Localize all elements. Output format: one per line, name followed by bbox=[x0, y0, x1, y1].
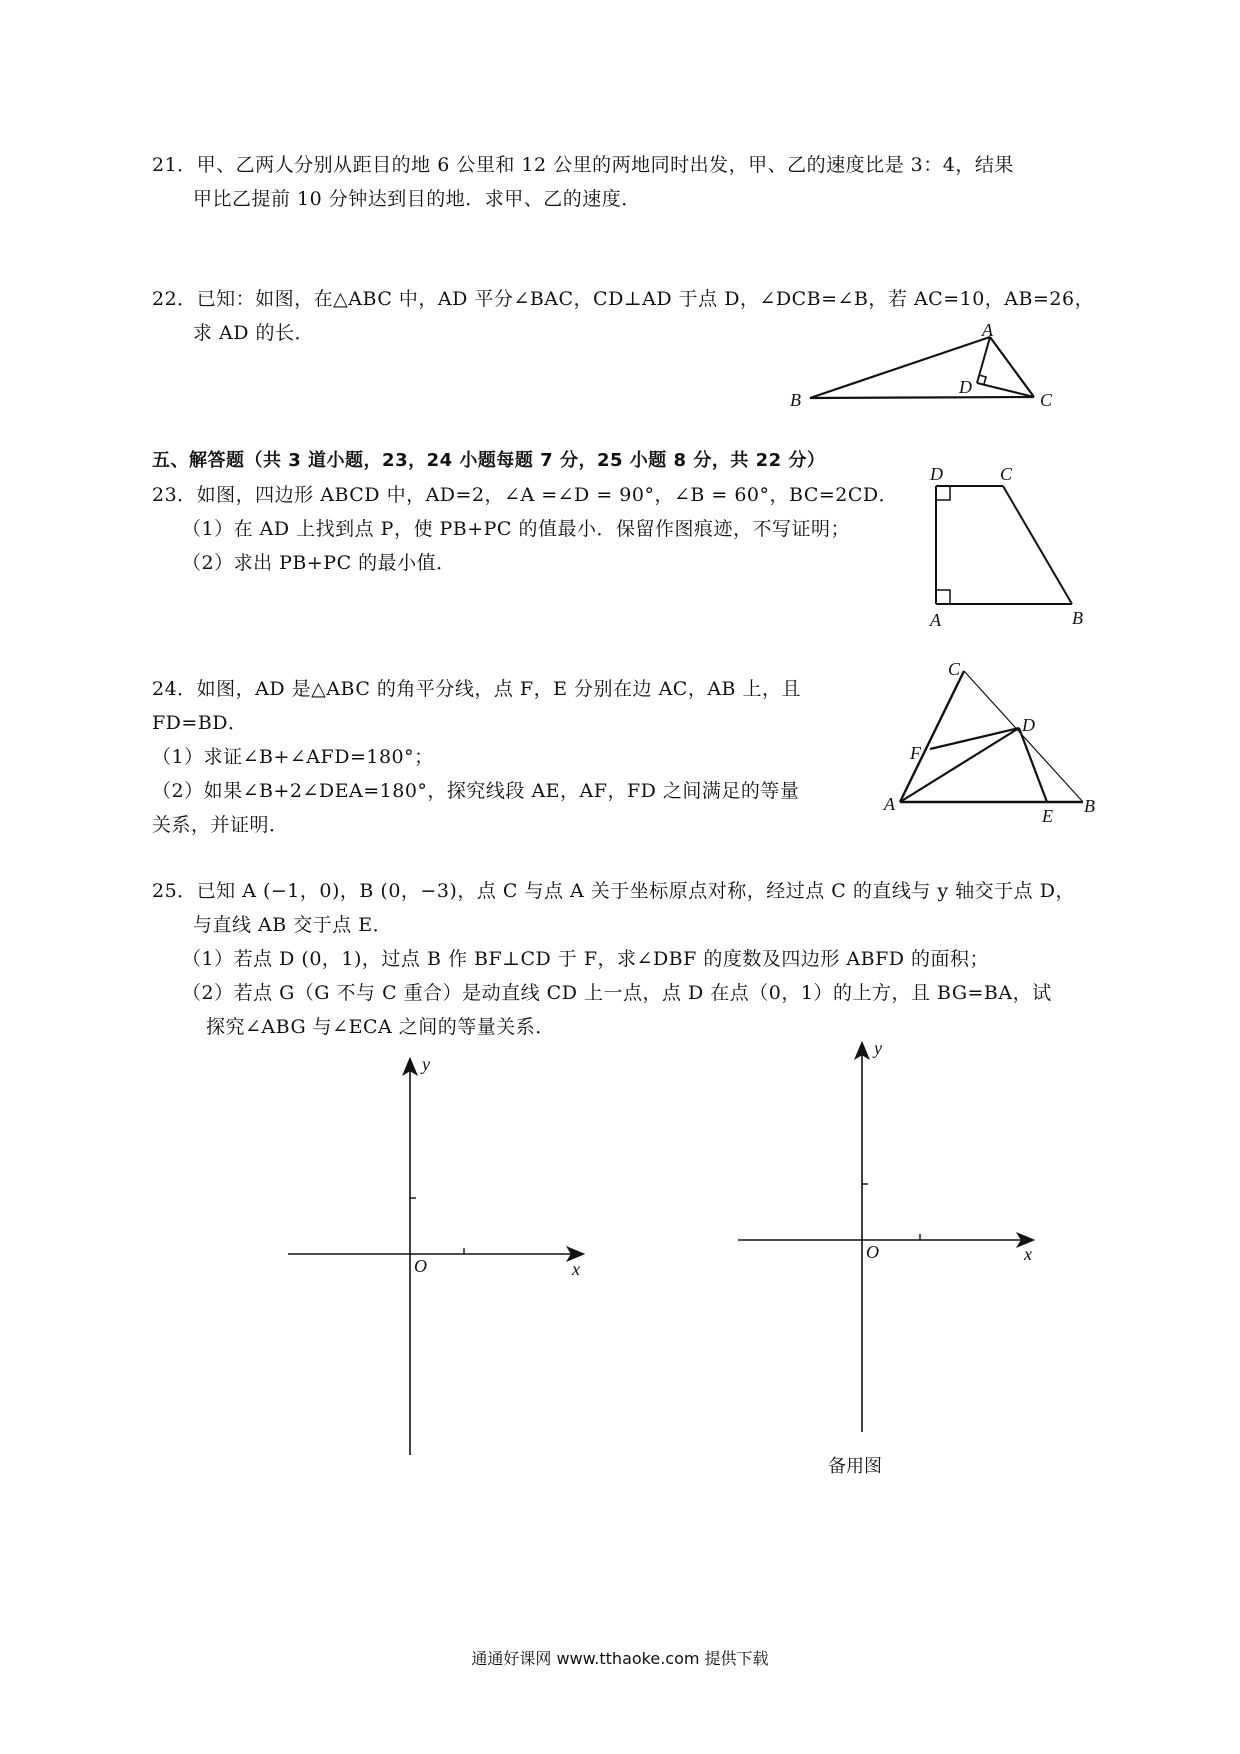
q24-line1: 24．如图，AD 是△ABC 的角平分线，点 F，E 分别在边 AC，AB 上，且 bbox=[152, 678, 802, 700]
q24-segment-de bbox=[1019, 728, 1047, 802]
q22-label-a: A bbox=[982, 320, 993, 340]
q24-triangle-figure bbox=[883, 659, 1095, 826]
q25-line1: 25．已知 A (−1，0)，B (0，−3)，点 C 与点 A 关于坐标原点对称，经过点 C 的直线与 y 轴交于点 D， bbox=[152, 880, 1075, 902]
q25-line4: （2）若点 G（G 不与 C 重合）是动直线 CD 上一点，点 D 在点（0，1）的上方，且 BG=BA，试 bbox=[182, 982, 1052, 1004]
q24-line3: （1）求证∠B+∠AFD=180°； bbox=[152, 746, 434, 768]
q21-line2: 甲比乙提前 10 分钟达到目的地．求甲、乙的速度． bbox=[193, 188, 641, 210]
q25-spare-figure-caption: 备用图 bbox=[828, 1456, 882, 1477]
q23-label-b: B bbox=[1072, 608, 1083, 628]
q23-line3: （2）求出 PB+PC 的最小值． bbox=[182, 552, 456, 574]
q24-line2: FD=BD． bbox=[152, 712, 248, 734]
q25-line5: 探究∠ABG 与∠ECA 之间的等量关系． bbox=[206, 1016, 555, 1038]
q25-x-label-main: x bbox=[572, 1259, 580, 1279]
q22-label-b: B bbox=[790, 390, 801, 410]
q22-line1: 22．已知：如图，在△ABC 中，AD 平分∠BAC，CD⊥AD 于点 D，∠DCB=∠B，若 AC=10，AB=26， bbox=[152, 288, 1095, 310]
q24-label-f: F bbox=[910, 743, 921, 763]
q24-label-d: D bbox=[1022, 715, 1035, 735]
q24-label-a: A bbox=[884, 794, 895, 814]
q23-line2: （1）在 AD 上找到点 P，使 PB+PC 的值最小．保留作图痕迹，不写证明； bbox=[182, 518, 851, 540]
q24-label-c: C bbox=[948, 659, 961, 679]
q23-right-angle-d bbox=[936, 486, 950, 500]
q25-y-label-spare: y bbox=[874, 1038, 882, 1058]
q23-quadrilateral-figure bbox=[929, 464, 1083, 630]
q25-origin-label-spare: O bbox=[866, 1242, 879, 1262]
q22-right-angle-mark bbox=[979, 375, 986, 384]
q23-line1: 23．如图，四边形 ABCD 中，AD=2，∠A =∠D = 90°，∠B = 60°，BC=2CD． bbox=[152, 484, 899, 506]
q23-label-d: D bbox=[930, 464, 943, 484]
q25-line3: （1）若点 D (0，1)，过点 B 作 BF⊥CD 于 F，求∠DBF 的度数及四边形 ABFD 的面积； bbox=[182, 948, 990, 970]
q25-coordinate-plane-spare bbox=[738, 1038, 1032, 1432]
q22-label-d: D bbox=[959, 377, 972, 397]
q23-label-c: C bbox=[1000, 464, 1013, 484]
q21-line1: 21．甲、乙两人分别从距目的地 6 公里和 12 公里的两地同时出发，甲、乙的速度比是 3：4，结果 bbox=[152, 154, 1014, 176]
q24-line4: （2）如果∠B+2∠DEA=180°，探究线段 AE，AF，FD 之间满足的等量 bbox=[152, 780, 800, 802]
q22-triangle-figure bbox=[790, 320, 1053, 410]
q25-origin-label-main: O bbox=[414, 1256, 427, 1276]
q23-right-angle-a bbox=[936, 590, 950, 604]
q25-y-label-main: y bbox=[422, 1054, 430, 1074]
q24-segment-fd bbox=[930, 728, 1019, 749]
q24-label-e: E bbox=[1042, 806, 1053, 826]
q24-label-b: B bbox=[1084, 796, 1095, 816]
q25-x-label-spare: x bbox=[1024, 1244, 1032, 1264]
q25-coordinate-plane-main bbox=[288, 1054, 582, 1455]
page-footer: 通通好课网 www.tthaoke.com 提供下载 bbox=[471, 1649, 769, 1668]
q22-label-c: C bbox=[1040, 390, 1053, 410]
q22-line2: 求 AD 的长． bbox=[193, 322, 315, 344]
q22-side-bc bbox=[810, 397, 1034, 398]
q24-line5: 关系，并证明． bbox=[152, 814, 289, 836]
section-5-header: 五、解答题（共 3 道小题，23，24 小题每题 7 分，25 小题 8 分，共 22 分） bbox=[152, 450, 826, 471]
q23-side-cb bbox=[1003, 486, 1072, 604]
q25-line2: 与直线 AB 交于点 E． bbox=[193, 914, 393, 936]
q23-label-a: A bbox=[930, 610, 941, 630]
